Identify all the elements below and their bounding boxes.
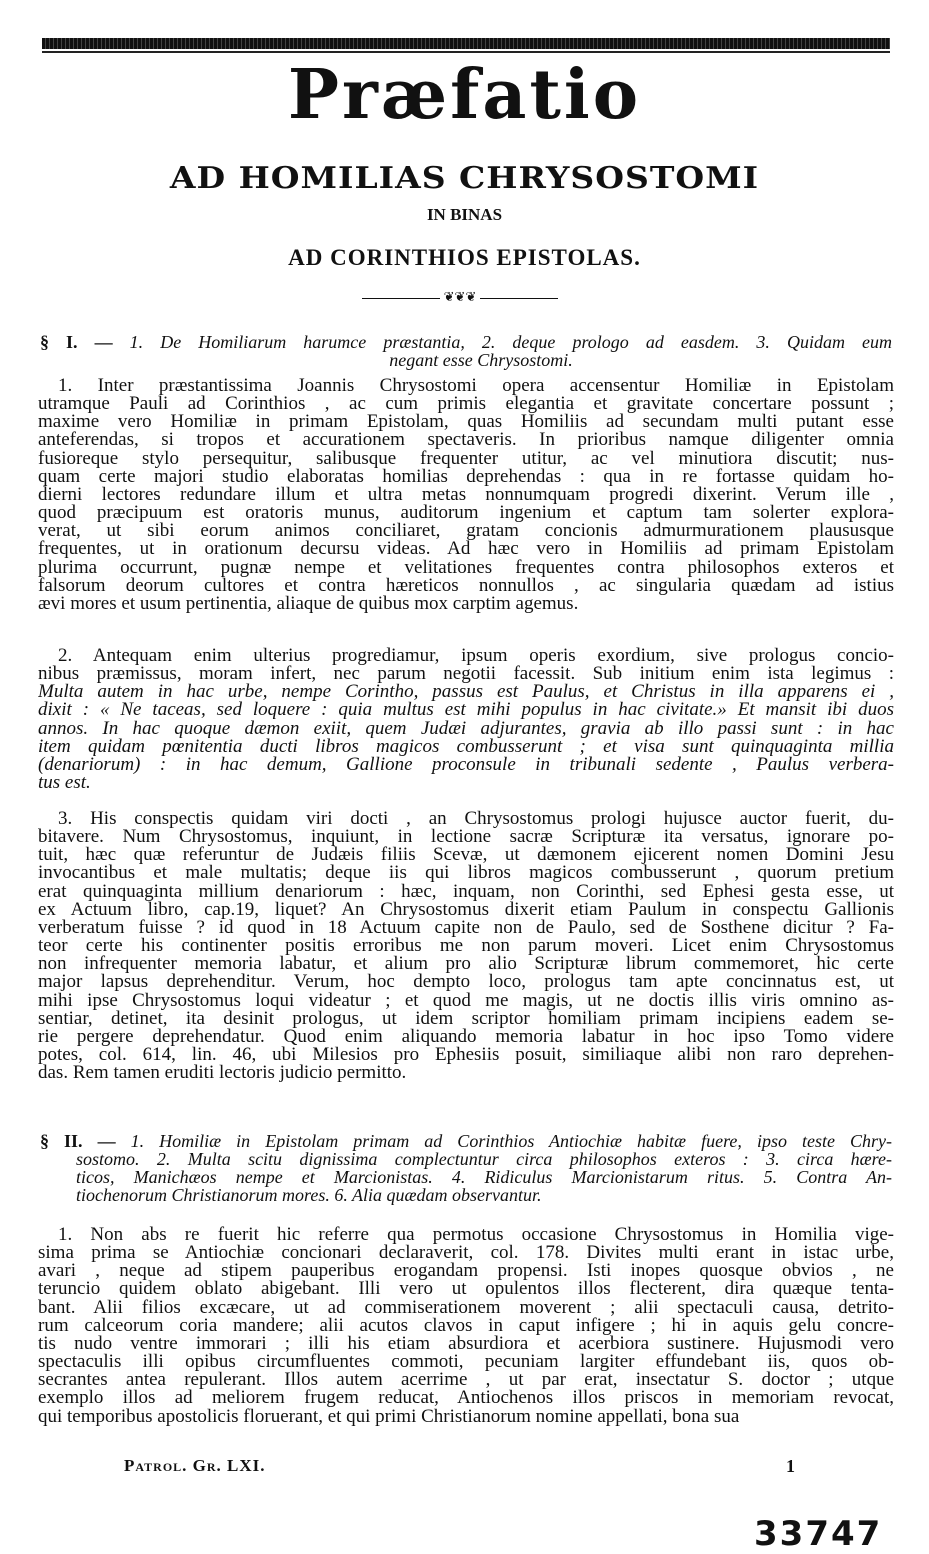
text-line: avari , neque ad stipem pauperibus erogandam propensi. Isti inopes quosque obvios , ne xyxy=(38,1262,894,1281)
subtitle-main: AD HOMILIAS CHRYSOSTOMI xyxy=(169,160,760,196)
section-1-paragraph-3 xyxy=(38,810,894,1082)
subtitle-in: IN BINAS xyxy=(426,205,503,224)
text-line: Multa autem in hac urbe, nempe Corintho, passus est Paulus, et Christus in illa apparens ei , xyxy=(38,683,894,702)
text-line: falsorum deorum cultores et contra hæreticos nonnullos , ac singularia quædam ad istius xyxy=(38,576,894,595)
text-line: non infrequenter memoria labatur, et alium pro alio Scripturæ librum commemoret, hic certe xyxy=(38,955,894,974)
text-line: das. Rem tamen eruditi lectoris judicio permitto. xyxy=(38,1064,407,1083)
catalog-stamp: 33747 xyxy=(754,1514,883,1554)
text-line: 2. Antequam enim ulterius progrediamur, ipsum operis exordium, sive prologus concio- xyxy=(58,647,894,666)
section-2-heading-text: 1. Homiliæ in Epistolam primam ad Corinthios Antiochiæ habitæ fuere, ipso teste Chry- xyxy=(130,1131,892,1151)
section-1-paragraph-1 xyxy=(38,377,894,613)
text-line: secrantes antea repulerant. Illos autem acerrime , ut par erat, insectatur S. doctor ; utque xyxy=(38,1371,894,1390)
text-line: verat, ut sibi eorum animos conciliaret, gratam concionis admurmurationem plaususque xyxy=(38,522,894,541)
text-line: teruncio quidem oblato abigebant. Illi vero ut opulentos illos flecterent, dira quæque tenta- xyxy=(38,1280,894,1299)
text-line: ex Actuum libro, cap.19, liquet? An Chrysostomus dixerit etiam Paulum in conspectu Gallionis xyxy=(38,900,894,919)
text-line: frequentes, ut in orationum decursu videas. Ad hæc vero in Homiliis ad primam Epistolam xyxy=(38,540,894,559)
text-line: anteferendas, si tropos et accurationem spectaveris. In prioribus namque diligenter omnia xyxy=(38,431,894,450)
text-line: potes, col. 614, lin. 46, ubi Milesios pro Ephesiis posuit, similiaque alibi non raro deprehen- xyxy=(38,1046,894,1065)
section-1-heading-line: negant esse Chrysostomi. xyxy=(389,350,573,370)
section-2-heading-text: ticos, Manichæos nempe et Marcionistas. 4. Ridiculus Marcionistarum ritus. 5. Contra An- xyxy=(76,1167,892,1187)
text-line: fusioreque stylo persequitur, salibusque frequenter utitur, ac vel minutiora discutit; nus- xyxy=(38,449,894,468)
text-line: tus est. xyxy=(38,774,91,793)
text-line: tuit, hæc quæ referuntur de Judæis filiis Scevæ, ut dæmonem ejicerent nomen Domini Jesu xyxy=(38,846,894,865)
section-2-heading xyxy=(40,1132,892,1204)
text-line: (denariorum) : in hac demum, Gallione proconsule in tribunali sedente , Paulus verbera- xyxy=(38,755,894,775)
text-line: annos. In hac quoque dæmon exiit, quem Judæi adjurantes, gravia ab illo passi sunt : in hac xyxy=(38,719,894,738)
text-line: utramque Pauli ad Corinthios , ac cum primis elegantia et gravitate concertare possunt ; xyxy=(38,395,894,414)
text-line: sima prima se Antiochiæ concionari declaraverit, col. 178. Divites multi erant in istac urbe, xyxy=(38,1244,894,1263)
page-number: 1 xyxy=(786,1456,795,1476)
text-line: spectaculis illi opibus circumfluentes commoti, pecuniam largiter effundebant iis, quos ob- xyxy=(38,1353,894,1372)
text-line: mihi ipse Chrysostomus loqui videatur ; et quod me magis, ut ne doctis illis viris omnino as- xyxy=(38,991,894,1010)
section-1-heading-line: 1. De Homiliarum harumce præstantia, 2. deque prologo ad easdem. 3. Quidam eum xyxy=(129,332,892,352)
section-2-heading-line xyxy=(40,1150,892,1168)
text-line: maxime vero Homiliæ in primam Epistolam, quas Homiliis ad secundam multi putant esse xyxy=(38,413,894,432)
text-line: 1. Inter præstantissima Joannis Chrysostomi opera accensentur Homiliæ in Epistolam xyxy=(58,377,894,396)
text-line: invocantibus et male multatis; deque iis qui libros magicos combusserunt , quorum pretium xyxy=(38,864,894,883)
ornament-divider xyxy=(362,290,558,306)
text-line: plurima occurrunt, pugnæ nempe et velitationes frequentes contra philosophos exteros et xyxy=(38,558,894,577)
section-1-paragraph-2 xyxy=(38,647,894,792)
text-line: exemplo illos ad meliorem frugem reducat, Antiochenos illos priscos in memoriam revocat, xyxy=(38,1389,894,1408)
section-2-heading-text: tiochenorum Christianorum mores. 6. Alia quædam observantur. xyxy=(76,1185,542,1205)
text-line: qui temporibus apostolicis floruerant, et qui primi Christianorum nomine appellati, bona sua xyxy=(38,1407,740,1426)
ornament-line-left xyxy=(362,298,440,299)
text-line: 3. His conspectis quidam viri docti , an Chrysostomus prologi hujusce auctor fuerit, du- xyxy=(58,810,894,829)
text-line: dixit : « Ne taceas, sed loquere : quia multus est mihi populus in hac civitate.» Et mansit ibi duos xyxy=(38,701,894,720)
text-line: major lapsus deprehenditur. Verum, hoc dempto loco, prologus tam apte concinnatus est, ut xyxy=(38,973,894,992)
text-line: rum calceorum coria mandere; alii acutos clavos in caput infigere ; hi in aquis gelu concre- xyxy=(38,1316,894,1335)
section-2-heading-text: sostomo. 2. Multa scitu dignissima complectuntur circa philosophos exteros : 3. circa hære- xyxy=(76,1149,892,1169)
text-line: quod præcipuum est oratoris munus, auditorum ingenium et captum tam solerter explora- xyxy=(38,504,894,523)
section-2-heading-line xyxy=(40,1168,892,1186)
text-line: item quidam pœnitentia ducti libros magicos combusserunt ; et visa sunt quinquaginta millia xyxy=(38,737,894,756)
section-2-label: § II. — xyxy=(40,1131,131,1151)
text-line: dierni lectores redundare illum et ultra metas nonnumquam progredi dixerint. Verum ille , xyxy=(38,485,894,505)
text-line: verberatum fuisse ? id quod in 18 Actuum capite non de Paulo, sed de Sosthene dicitur ? Fa- xyxy=(38,918,894,938)
text-line: tis nudo ventre immorari ; illi his etiam absurdiora et acerbiora sustinere. Hujusmodi vero xyxy=(38,1334,894,1354)
section-1-heading xyxy=(40,333,892,369)
text-line: erat quinquaginta millium denariorum : hæc, inquam, non Corinthi, sed Ephesi gesta esse, ut xyxy=(38,882,894,901)
text-line: quam certe majori studio elaboratas homilias deprehendas : qua in re fortasse quidam ho- xyxy=(38,467,894,486)
text-line: bant. Alii filios excæcare, ut ad commiserationem moverent ; alii spectaculi causa, detrito- xyxy=(38,1298,894,1317)
text-line: rie pergere deprehendatur. Quod enim aliquando memoria labatur in hoc ipso Tomo videre xyxy=(38,1027,894,1047)
section-2-paragraph-1 xyxy=(38,1226,894,1426)
section-2-heading-line xyxy=(40,1186,892,1204)
section-1-label: § I. — xyxy=(40,332,130,352)
section-2-heading-line xyxy=(40,1132,892,1150)
text-line: 1. Non abs re fuerit hic referre qua permotus occasione Chrysostomus in Homilia vige- xyxy=(58,1226,894,1245)
text-line: teor certe his continenter positis erroribus me non parum moveri. Licet enim Chrysostomus xyxy=(38,937,894,956)
subtitle-epistles: AD CORINTHIOS EPISTOLAS. xyxy=(288,245,641,270)
ornament-line-right xyxy=(480,298,558,299)
ornament-icon: ❦❦❦ xyxy=(443,290,477,305)
page-title: Præfatio xyxy=(287,55,642,135)
text-line: nibus præmissus, moram infert, nec parum negotii facessit. Sub initium enim ista legimus : xyxy=(38,665,894,684)
text-line: sentiar, detinet, ita desinit prologus, ut idem scriptor homiliam primam incipiens eadem se- xyxy=(38,1009,894,1028)
top-rule xyxy=(42,38,890,49)
footer-source: Patrol. Gr. LXI. xyxy=(124,1456,266,1475)
text-line: bitavere. Num Chrysostomus, inquiunt, in lectione sacræ Scripturæ ita versatus, ignorare po- xyxy=(38,828,894,847)
text-line: ævi mores et usum pertinentia, aliaque de quibus mox carptim agemus. xyxy=(38,594,579,614)
